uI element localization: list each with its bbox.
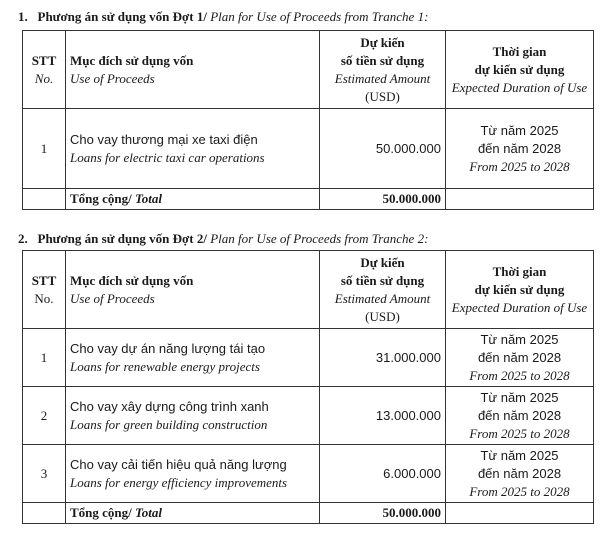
tranche1-heading-vi: Phương án sử dụng vốn Đợt 1/ [37,9,207,24]
tranche1-heading-en: Plan for Use of Proceeds from Tranche 1: [210,9,429,24]
tranche1-number: 1. [18,9,28,24]
table-row [23,387,594,445]
row-number: 1 [23,329,66,387]
row-number: 1 [23,109,66,189]
row-number: 2 [23,387,66,445]
row-duration: Từ năm 2025 đến năm 2028 From 2025 to 2028 [446,329,594,387]
tranche2-heading-vi: Phương án sử dụng vốn Đợt 2/ [37,231,207,246]
row-duration: Từ năm 2025 đến năm 2028 From 2025 to 2028 [446,387,594,445]
tranche2-number: 2. [18,231,28,246]
row-amount: 31.000.000 [320,329,446,387]
total-amount: 50.000.000 [320,189,446,210]
tranche2-heading [18,231,428,247]
row-duration: Từ năm 2025 đến năm 2028 From 2025 to 2028 [446,109,594,189]
duration-header: Thời gian dự kiến sử dụng Expected Duration of Use [446,31,594,109]
purpose-header: Mục đích sử dụng vốn Use of Proceeds [66,251,320,329]
table-row [23,445,594,503]
total-row [23,189,594,210]
duration-header: Thời gian dự kiến sử dụng Expected Duration of Use [446,251,594,329]
row-duration: Từ năm 2025 đến năm 2028 From 2025 to 2028 [446,445,594,503]
row-number: 3 [23,445,66,503]
total-label: Tổng cộng/ Total [66,189,320,210]
table-header-row [23,251,594,329]
table-row [23,109,594,189]
tranche2-table [22,250,594,524]
table-row [23,329,594,387]
row-amount: 50.000.000 [320,109,446,189]
tranche1-heading [18,9,428,25]
stt-header: STT No. [23,251,66,329]
total-row [23,503,594,524]
stt-header: STT No. [23,31,66,109]
tranche1-table [22,30,594,210]
row-purpose: Cho vay cải tiến hiệu quả năng lượng Loans for energy efficiency improvements [66,445,320,503]
row-amount: 6.000.000 [320,445,446,503]
row-purpose: Cho vay dự án năng lượng tái tạo Loans for renewable energy projects [66,329,320,387]
row-amount: 13.000.000 [320,387,446,445]
amount-header: Dự kiến số tiền sử dụng Estimated Amount (USD) [320,31,446,109]
amount-header: Dự kiến số tiền sử dụng Estimated Amount (USD) [320,251,446,329]
row-purpose: Cho vay xây dựng công trình xanh Loans for green building construction [66,387,320,445]
total-amount: 50.000.000 [320,503,446,524]
purpose-header: Mục đích sử dụng vốn Use of Proceeds [66,31,320,109]
row-purpose: Cho vay thương mại xe taxi điện Loans for electric taxi car operations [66,109,320,189]
table-header-row [23,31,594,109]
total-label: Tổng cộng/ Total [66,503,320,524]
tranche2-heading-en: Plan for Use of Proceeds from Tranche 2: [210,231,429,246]
